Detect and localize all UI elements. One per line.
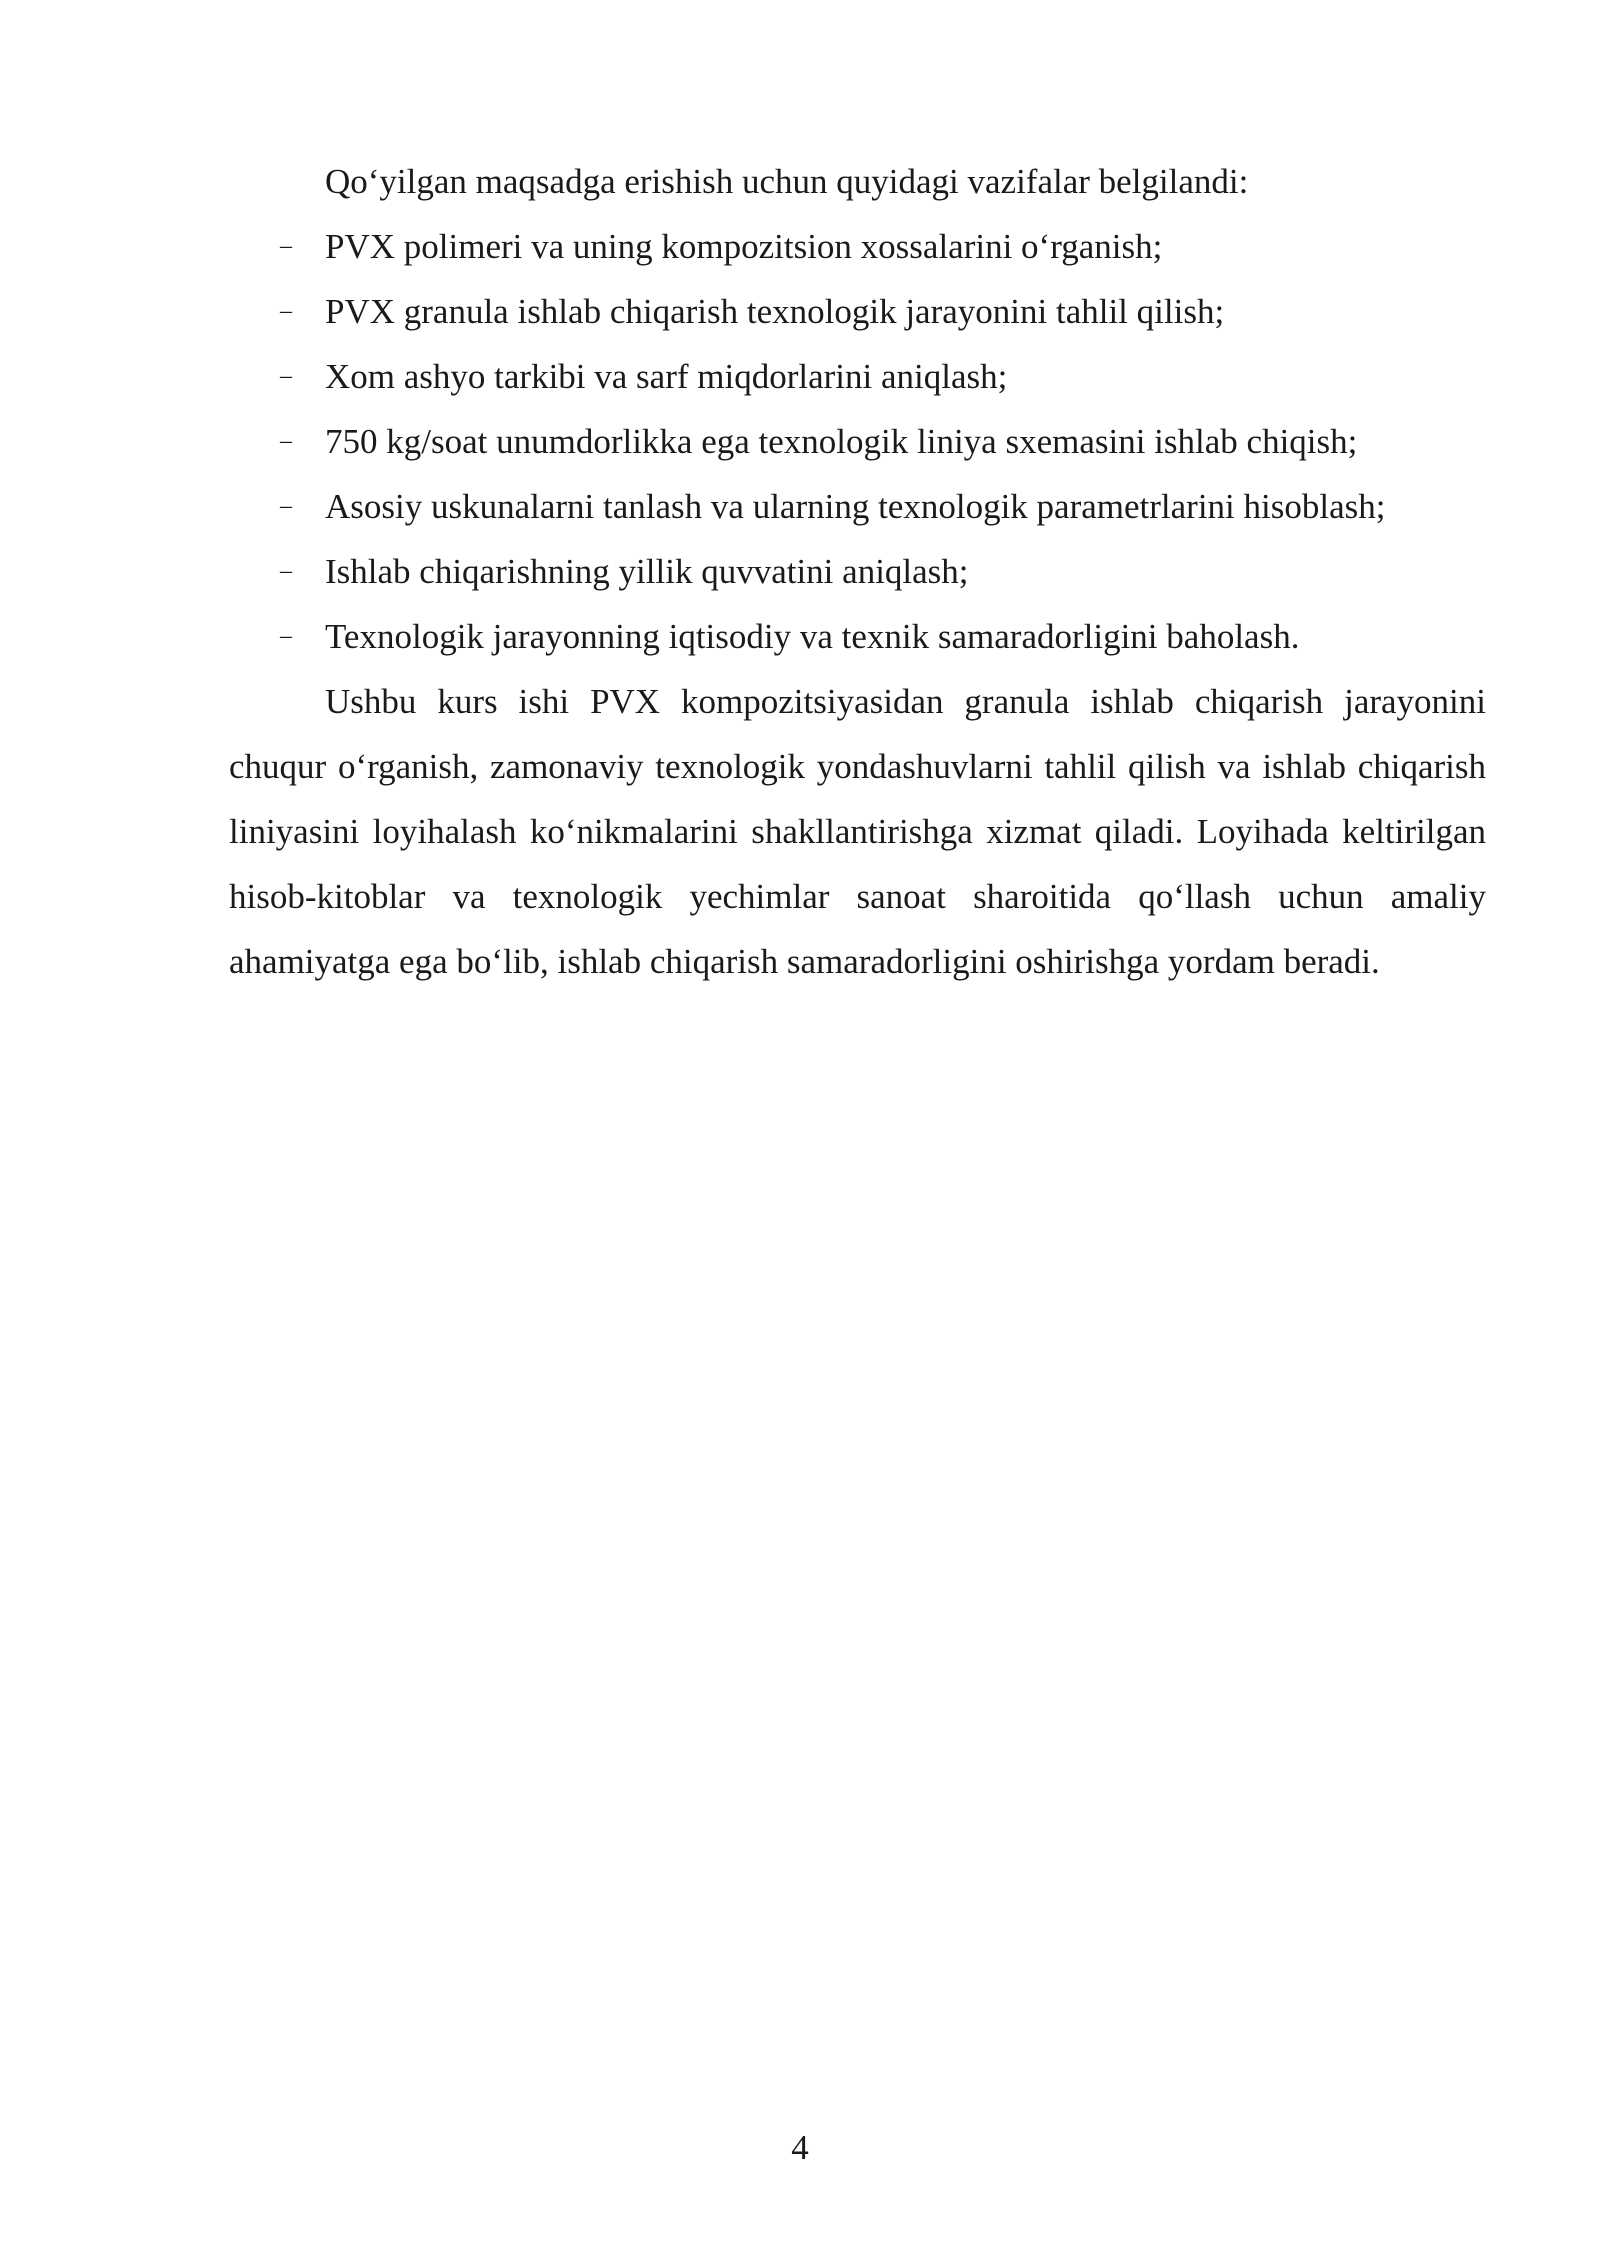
- dash-bullet-icon: –: [280, 428, 292, 454]
- task-text: Asosiy uskunalarni tanlash va ularning texnologik parametrlarini hisoblash;: [325, 487, 1386, 526]
- list-item: [229, 214, 1486, 279]
- task-text: Xom ashyo tarkibi va sarf miqdorlarini aniqlash;: [325, 357, 1008, 396]
- list-item: [229, 409, 1486, 474]
- conclusion-paragraph: Ushbu kurs ishi PVX kompozitsiyasidan granula ishlab chiqarish jarayonini chuqur o‘rganish, zamonaviy texnologik yondashuvlarni tahlil qilish va ishlab chiqarish liniyasini loyihalash ko‘nikmalarini shakllantirishga xizmat qiladi. Loyihada keltirilgan hisob-kitoblar va texnologik yechimlar sanoat sharoitida qo‘llash uchun amaliy ahamiyatga ega bo‘lib, ishlab chiqarish samaradorligini oshirishga yordam beradi.: [229, 682, 1486, 981]
- intro-paragraph: Qo‘yilgan maqsadga erishish uchun quyidagi vazifalar belgilandi:: [325, 162, 1249, 201]
- list-item: [229, 279, 1486, 344]
- list-item: [229, 539, 1486, 604]
- dash-bullet-icon: –: [280, 623, 292, 649]
- task-text: PVX polimeri va uning kompozitsion xossalarini o‘rganish;: [325, 227, 1163, 266]
- dash-bullet-icon: –: [280, 233, 292, 259]
- page-number: 4: [791, 2128, 809, 2167]
- task-text: PVX granula ishlab chiqarish texnologik jarayonini tahlil qilish;: [325, 292, 1225, 331]
- dash-bullet-icon: –: [280, 363, 292, 389]
- task-text: 750 kg/soat unumdorlikka ega texnologik liniya sxemasini ishlab chiqish;: [325, 422, 1358, 461]
- task-text: Texnologik jarayonning iqtisodiy va texnik samaradorligini baholash.: [325, 617, 1300, 656]
- dash-bullet-icon: –: [280, 298, 292, 324]
- dash-bullet-icon: –: [280, 493, 292, 519]
- task-text: Ishlab chiqarishning yillik quvvatini aniqlash;: [325, 552, 969, 591]
- task-list: [229, 214, 1486, 669]
- list-item: [229, 604, 1486, 669]
- list-item: [229, 344, 1486, 409]
- list-item: [229, 474, 1486, 539]
- page-body: [229, 149, 1486, 994]
- dash-bullet-icon: –: [280, 558, 292, 584]
